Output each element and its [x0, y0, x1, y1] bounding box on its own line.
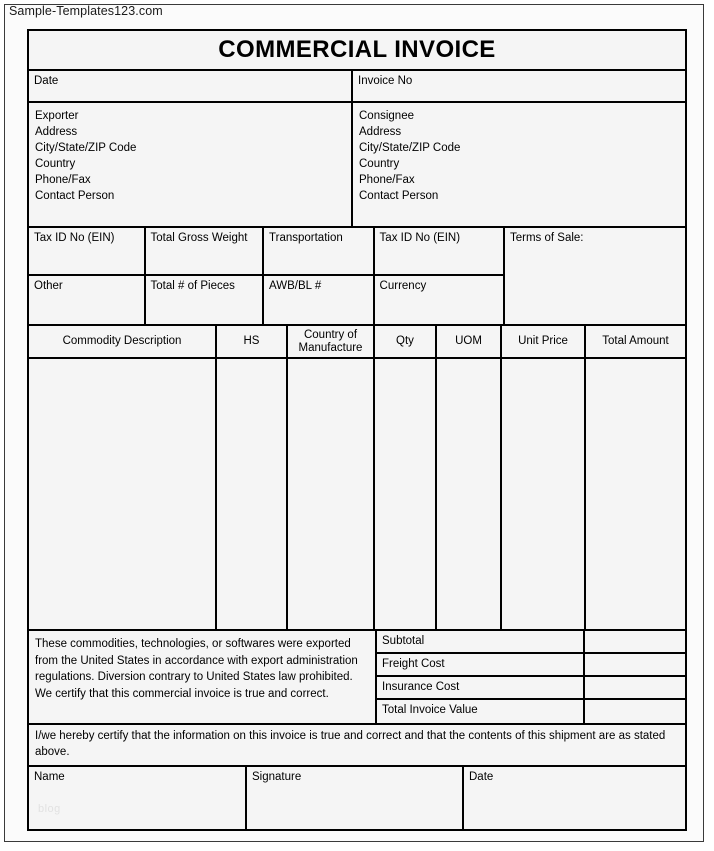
- exporter-block[interactable]: [29, 103, 353, 226]
- totals-block: [377, 631, 685, 723]
- entry-area-uom[interactable]: [437, 359, 502, 629]
- column-header-total-amount: Total Amount: [586, 326, 685, 357]
- column-header-country-of-manufacture: [288, 326, 375, 357]
- consignee-contact-person-label: Contact Person: [359, 190, 439, 202]
- date-invoice-row: [29, 71, 685, 103]
- consignee-block[interactable]: [353, 103, 685, 226]
- tax-id-no-consignee-label: Tax ID No (EIN): [379, 232, 461, 244]
- signature-date-label: Date: [469, 771, 494, 783]
- shipment-details-grid: [29, 228, 685, 326]
- exporter-contact-person-label: Contact Person: [35, 190, 115, 202]
- freight-cost-value-cell[interactable]: [585, 654, 685, 675]
- shipment-details-left: [29, 228, 505, 324]
- line-items-header: [29, 326, 685, 359]
- consignee-country-label: Country: [359, 158, 400, 170]
- insurance-cost-value-cell[interactable]: [585, 677, 685, 698]
- consignee-phone-fax-label: Phone/Fax: [359, 174, 415, 186]
- date-field[interactable]: [29, 71, 353, 101]
- entry-area-total-amount[interactable]: [586, 359, 685, 629]
- exporter-country-label: Country: [35, 158, 76, 170]
- consignee-city-state-zip-label: City/State/ZIP Code: [359, 142, 461, 154]
- name-field[interactable]: [29, 767, 247, 829]
- total-pieces-field[interactable]: [146, 276, 265, 324]
- subtotal-label-cell: Subtotal: [377, 631, 585, 652]
- total-gross-weight-label: Total Gross Weight: [150, 232, 248, 244]
- site-watermark: Sample-Templates123.com: [9, 4, 163, 18]
- insurance-cost-label-cell: Insurance Cost: [377, 677, 585, 698]
- invoice-no-label: Invoice No: [358, 75, 413, 87]
- column-header-hs: HS: [217, 326, 288, 357]
- total-invoice-value-value-cell[interactable]: [585, 700, 685, 723]
- invoice-no-field[interactable]: [353, 71, 685, 101]
- totals-row-insurance-cost: [377, 677, 685, 700]
- awb-bl-number-label: AWB/BL #: [269, 280, 322, 292]
- entry-area-qty[interactable]: [375, 359, 437, 629]
- currency-field[interactable]: [375, 276, 503, 324]
- name-label: Name: [34, 771, 65, 783]
- transportation-field[interactable]: [264, 228, 375, 274]
- signature-label: Signature: [252, 771, 302, 783]
- column-header-unit-price: Unit Price: [502, 326, 586, 357]
- exporter-address-label: Address: [35, 126, 78, 138]
- page-title: COMMERCIAL INVOICE: [218, 36, 496, 63]
- faint-watermark-artifact: blog: [38, 803, 61, 815]
- shipment-details-row-2: [29, 276, 503, 324]
- entry-area-country-of-manufacture[interactable]: [288, 359, 375, 629]
- currency-label: Currency: [379, 280, 427, 292]
- total-invoice-value-label-cell: Total Invoice Value: [377, 700, 585, 723]
- signature-date-field[interactable]: [464, 767, 685, 829]
- entry-area-unit-price[interactable]: [502, 359, 586, 629]
- country-of-manufacture-line1: Country of: [303, 329, 358, 341]
- exporter-heading: Exporter: [35, 110, 79, 122]
- exporter-city-state-zip-label: City/State/ZIP Code: [35, 142, 137, 154]
- declaration-and-totals: [29, 631, 685, 725]
- subtotal-value-cell[interactable]: [585, 631, 685, 652]
- column-header-uom: UOM: [437, 326, 502, 357]
- export-declaration-text: These commodities, technologies, or softwares were exported from the United States in accordance with export administration regulations. Diversion contrary to United States law prohibited. We certify that this commercial invoice is true and correct.: [29, 631, 377, 723]
- certification-statement: I/we hereby certify that the information on this invoice is true and correct and that the contents of this shipment are as stated above.: [29, 725, 685, 767]
- column-header-qty: Qty: [375, 326, 437, 357]
- total-gross-weight-field[interactable]: [146, 228, 265, 274]
- entry-area-commodity-description[interactable]: [29, 359, 217, 629]
- shipment-details-row-1: [29, 228, 503, 276]
- signature-field[interactable]: [247, 767, 464, 829]
- tax-id-no-exporter-field[interactable]: [29, 228, 146, 274]
- totals-row-total-invoice-value: [377, 700, 685, 723]
- column-header-commodity-description: Commodity Description: [29, 326, 217, 357]
- tax-id-no-exporter-label: Tax ID No (EIN): [34, 232, 115, 244]
- invoice-title-band: [29, 31, 685, 71]
- exporter-phone-fax-label: Phone/Fax: [35, 174, 91, 186]
- commercial-invoice-form: [27, 29, 687, 831]
- tax-id-no-consignee-field[interactable]: [375, 228, 503, 274]
- signature-row: [29, 767, 685, 829]
- other-field[interactable]: [29, 276, 146, 324]
- other-label: Other: [34, 280, 63, 292]
- totals-row-subtotal: [377, 631, 685, 654]
- consignee-heading: Consignee: [359, 110, 414, 122]
- consignee-address-label: Address: [359, 126, 402, 138]
- terms-of-sale-label: Terms of Sale:: [510, 232, 584, 244]
- freight-cost-label-cell: Freight Cost: [377, 654, 585, 675]
- total-pieces-label: Total # of Pieces: [150, 280, 235, 292]
- transportation-label: Transportation: [269, 232, 343, 244]
- awb-bl-number-field[interactable]: [264, 276, 375, 324]
- totals-row-freight-cost: [377, 654, 685, 677]
- parties-row: [29, 103, 685, 228]
- country-of-manufacture-line2: Manufacture: [298, 341, 363, 354]
- date-label: Date: [34, 75, 59, 87]
- line-items-body: [29, 359, 685, 631]
- entry-area-hs[interactable]: [217, 359, 288, 629]
- terms-of-sale-field[interactable]: [505, 228, 685, 324]
